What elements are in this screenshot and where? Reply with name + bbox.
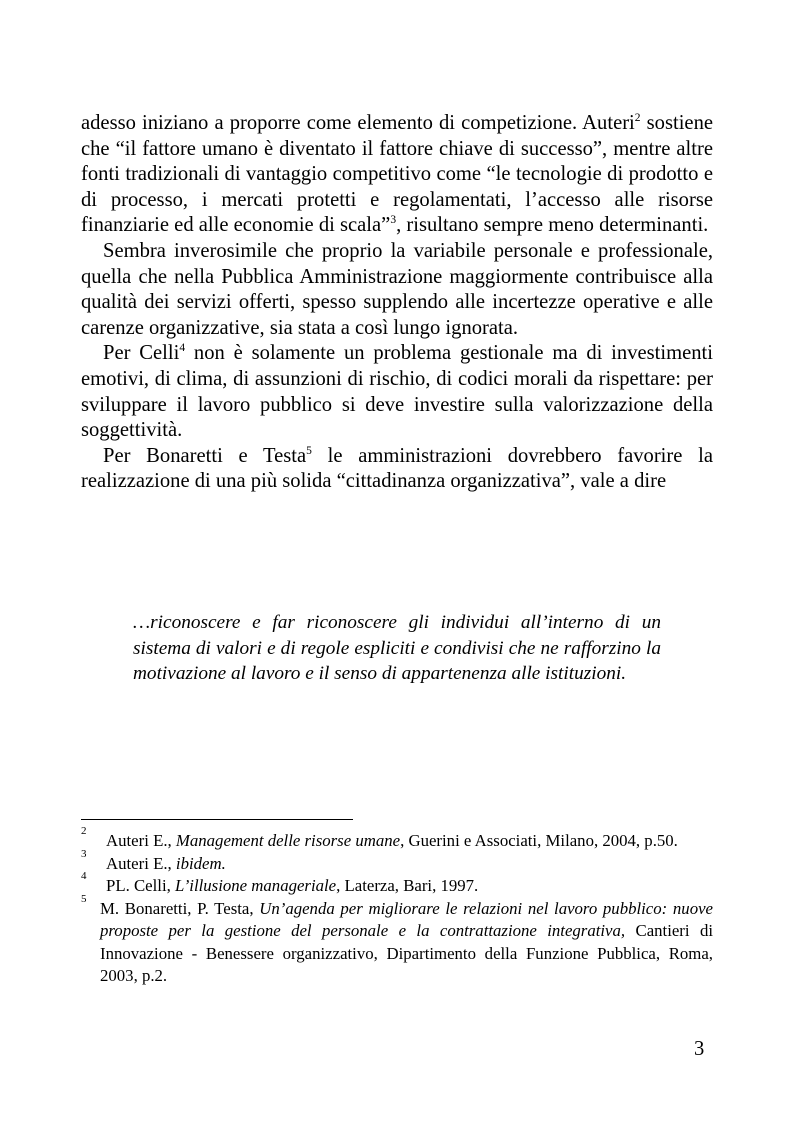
footnote-separator bbox=[81, 819, 353, 820]
footnote-text: , Laterza, Bari, 1997. bbox=[336, 876, 479, 895]
footnote-text: Auteri E., bbox=[106, 853, 176, 873]
footnote-title: Management delle risorse umane bbox=[175, 831, 401, 850]
footnote-text: PL. Celli, bbox=[106, 876, 175, 895]
footnote-text: M. Bonaretti, P. Testa, bbox=[100, 898, 260, 918]
footnote-number: 5 bbox=[81, 892, 87, 905]
footnote bbox=[81, 847, 713, 876]
footnote-number: 2 bbox=[81, 825, 87, 837]
footnote bbox=[81, 825, 713, 853]
footnote-title: Un’agenda per migliorare le relazioni nel lavoro pubblico: nuove proposte per la gestione del personale e la contrattazione integrativa, bbox=[100, 898, 713, 940]
paragraph-text: adesso iniziano a proporre come elemento di competizione. Auteri bbox=[81, 112, 635, 134]
footnote-title: ibidem. bbox=[175, 853, 226, 873]
quote-text: …riconoscere e far riconoscere gli individui all’interno di un sistema di valori e di regole espliciti e condivisi che ne rafforzino la motivazione al lavoro e il senso di appartenenza alle istituzioni. bbox=[133, 612, 661, 685]
footnote-text: Auteri E., bbox=[106, 831, 176, 850]
paragraph-text: Per Bonaretti e Testa bbox=[103, 444, 307, 467]
footnotes bbox=[81, 825, 714, 988]
footnote-ref: 2 bbox=[634, 112, 641, 124]
paragraph-4 bbox=[81, 444, 713, 495]
footnote bbox=[81, 870, 713, 898]
page-number: 3 bbox=[694, 1038, 705, 1060]
footnote-number: 4 bbox=[81, 870, 87, 882]
paragraph-2: Sembra inverosimile che proprio la variabile personale e professionale, quella che nella Pubblica Amministrazione maggiormente contribuisce alla qualità dei servizi offerti, spesso supplendo alle incertezze operative e alle carenze organizzative, sia stata a così lungo ignorata. bbox=[81, 239, 713, 339]
footnote-ref: 4 bbox=[179, 342, 186, 355]
footnote-title: L’illusione manageriale bbox=[175, 876, 337, 895]
footnote-ref: 5 bbox=[306, 444, 312, 457]
paragraph-text: sostiene che “il fattore umano è diventato il fattore chiave di successo”, mentre altre fonti tradizionali di vantaggio competitivo come “le tecnologie di prodotto e di processo, i mercati protetti e regolamentati, l’accesso alle risorse finanziarie ed alle economie di scala” bbox=[81, 112, 714, 237]
footnote-text: Cantieri di Innovazione - Benessere organizzativo, Dipartimento della Funzione Pubblica, Roma, 2003, p.2. bbox=[100, 921, 714, 985]
paragraph-text: non è solamente un problema gestionale ma di investimenti emotivi, di clima, di assunzioni di rischio, di codici morali da rispettare: per sviluppare il lavoro pubblico si deve investire sulla valorizzazione della soggettività. bbox=[81, 342, 713, 442]
block-quote bbox=[128, 610, 661, 687]
paragraph-1 bbox=[81, 111, 713, 239]
footnote bbox=[81, 892, 714, 988]
footnote-number: 3 bbox=[81, 847, 87, 860]
body-text bbox=[81, 111, 713, 495]
paragraph-text: Per Celli bbox=[103, 342, 180, 365]
paragraph-3 bbox=[81, 341, 713, 443]
paragraph-text: , risultano sempre meno determinanti. bbox=[396, 214, 709, 237]
paragraph-text: le amministrazioni dovrebbero favorire la realizzazione di una più solida “cittadinanza organizzativa”, vale a dire bbox=[81, 444, 713, 493]
footnote-text: , Guerini e Associati, Milano, 2004, p.50. bbox=[400, 831, 678, 850]
footnote-ref: 3 bbox=[390, 214, 397, 227]
